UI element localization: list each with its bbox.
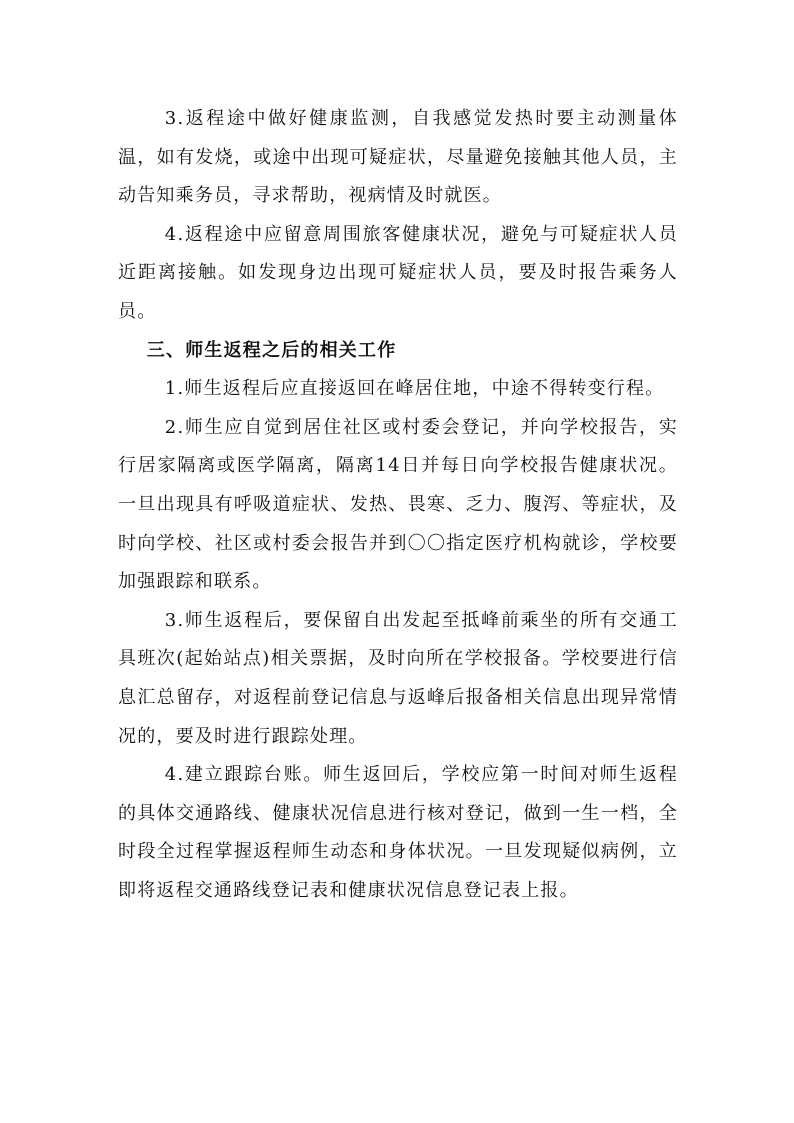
paragraph-return-avoid-contact: 4.返程途中应留意周围旅客健康状况，避免与可疑症状人员近距离接触。如发现身边出现可疑症状人员，要及时报告乘务人员。 bbox=[118, 223, 678, 322]
paragraph-keep-tickets: 3.师生返程后，要保留自出发起至抵峰前乘坐的所有交通工具班次(起始站点)相关票据，及时向所在学校报备。学校要进行信息汇总留存，对返程前登记信息与返峰后报备相关信息出现异常情况的，要及时进行跟踪处理。 bbox=[118, 609, 678, 747]
paragraph-tracking-ledger: 4.建立跟踪台账。师生返回后，学校应第一时间对师生返程的具体交通路线、健康状况信息进行核对登记，做到一生一档，全时段全过程掌握返程师生动态和身体状况。一旦发现疑似病例，立即将返程交通路线登记表和健康状况信息登记表上报。 bbox=[118, 764, 678, 901]
section-heading-after-return: 三、师生返程之后的相关工作 bbox=[146, 339, 397, 361]
document-page bbox=[118, 100, 678, 910]
paragraph-return-health-monitoring: 3.返程途中做好健康监测，自我感觉发热时要主动测量体温，如有发烧，或途中出现可疑症状，尽量避免接触其他人员，主动告知乘务员，寻求帮助，视病情及时就医。 bbox=[118, 108, 678, 207]
paragraph-direct-return: 1.师生返程后应直接返回在峰居住地，中途不得转变行程。 bbox=[164, 378, 665, 400]
paragraph-registration-isolation: 2.师生应自觉到居住社区或村委会登记，并向学校报告，实行居家隔离或医学隔离，隔离14日并每日向学校报告健康状况。一旦出现具有呼吸道症状、发热、畏寒、乏力、腹泻、等症状，及时向学校、社区或村委会报告并到〇〇指定医疗机构就诊，学校要加强跟踪和联系。 bbox=[118, 416, 678, 593]
